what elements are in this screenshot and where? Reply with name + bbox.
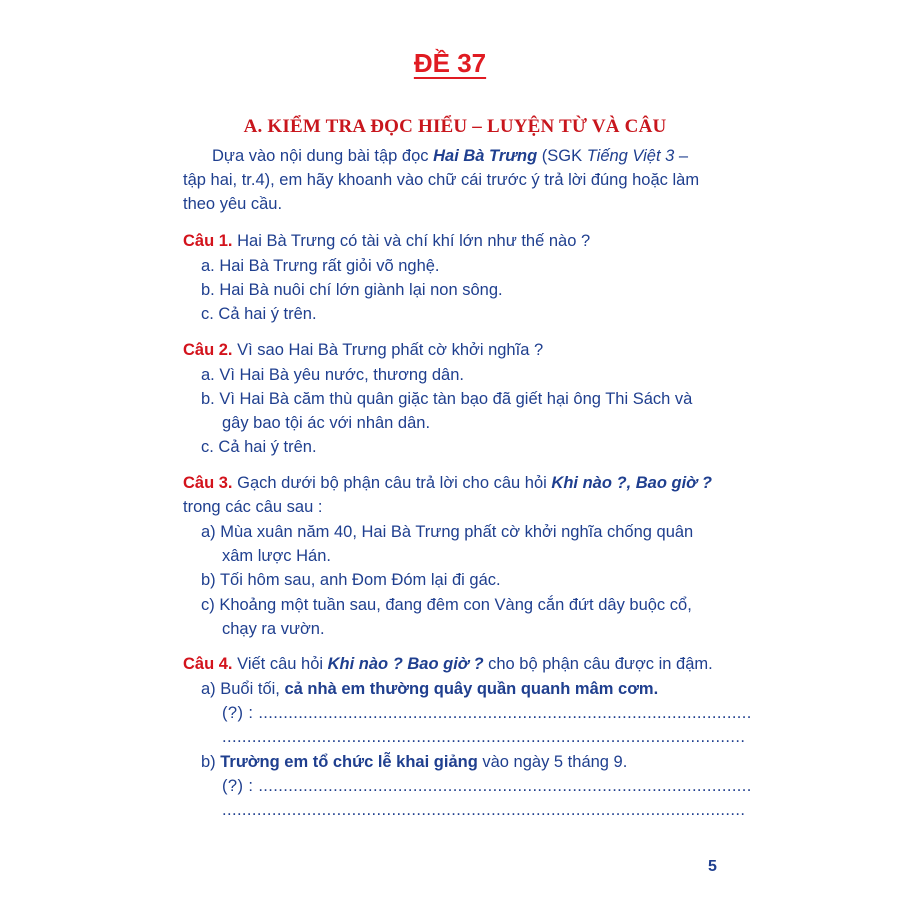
question-3-cont: trong các câu sau :: [183, 498, 323, 516]
question-1-option-c: c. Cả hai ý trên.: [201, 305, 317, 323]
section-heading: A. KIỂM TRA ĐỌC HIỂU – LUYỆN TỪ VÀ CÂU: [243, 116, 667, 137]
question-3-sentence-a: a) Mùa xuân năm 40, Hai Bà Trưng phất cờ khởi nghĩa chống quân: [201, 523, 694, 541]
question-2-option-a: a. Vì Hai Bà yêu nước, thương dân.: [201, 366, 464, 384]
question-3-sentence-b: b) Tối hôm sau, anh Đom Đóm lại đi gác.: [201, 571, 501, 589]
question-4-item-a: a) Buổi tối, cả nhà em thường quây quần quanh mâm cơm.: [201, 680, 659, 698]
answer-line-b2[interactable]: .........................................................................................................: [222, 801, 746, 819]
question-2-label: Câu 2.: [183, 341, 233, 359]
exam-title: ĐỀ 37: [413, 48, 487, 78]
question-2: Câu 2. Vì sao Hai Bà Trưng phất cờ khởi nghĩa ?: [183, 341, 544, 359]
question-3-sentence-a-cont: xâm lược Hán.: [222, 547, 331, 565]
intro-paragraph: Dựa vào nội dung bài tập đọc Hai Bà Trưng (SGK Tiếng Việt 3 – tập hai, tr.4), em hãy khoanh vào chữ cái trước ý trả lời đúng hoặc làm theo yêu cầu.: [183, 147, 700, 213]
question-3-sentence-c: c) Khoảng một tuần sau, đang đêm con Vàng cắn đứt dây buộc cổ,: [201, 596, 692, 614]
question-3-sentence-c-cont: chạy ra vườn.: [222, 620, 325, 638]
question-4-label: Câu 4.: [183, 655, 233, 673]
answer-line-a1[interactable]: (?) : ...................................................................................................: [222, 704, 752, 722]
answer-line-a2[interactable]: .........................................................................................................: [222, 728, 746, 746]
answer-line-b1[interactable]: (?) : ...................................................................................................: [222, 777, 752, 795]
question-1: Câu 1. Hai Bà Trưng có tài và chí khí lớn như thế nào ?: [183, 232, 591, 250]
question-3: Câu 3. Gạch dưới bộ phận câu trả lời cho câu hỏi Khi nào ?, Bao giờ ?: [183, 474, 712, 492]
question-4-item-b: b) Trường em tổ chức lễ khai giảng vào ngày 5 tháng 9.: [201, 753, 628, 771]
question-1-label: Câu 1.: [183, 232, 233, 250]
question-2-option-b: b. Vì Hai Bà căm thù quân giặc tàn bạo đã giết hại ông Thi Sách và: [201, 390, 693, 408]
question-3-label: Câu 3.: [183, 474, 233, 492]
question-4: Câu 4. Viết câu hỏi Khi nào ? Bao giờ ? cho bộ phận câu được in đậm.: [183, 655, 713, 673]
page-number: 5: [708, 858, 717, 875]
question-1-option-a: a. Hai Bà Trưng rất giỏi võ nghệ.: [201, 257, 440, 275]
question-2-option-c: c. Cả hai ý trên.: [201, 438, 317, 456]
question-2-option-b-cont: gây bao tội ác với nhân dân.: [222, 414, 431, 432]
question-1-option-b: b. Hai Bà nuôi chí lớn giành lại non sông.: [201, 281, 503, 299]
